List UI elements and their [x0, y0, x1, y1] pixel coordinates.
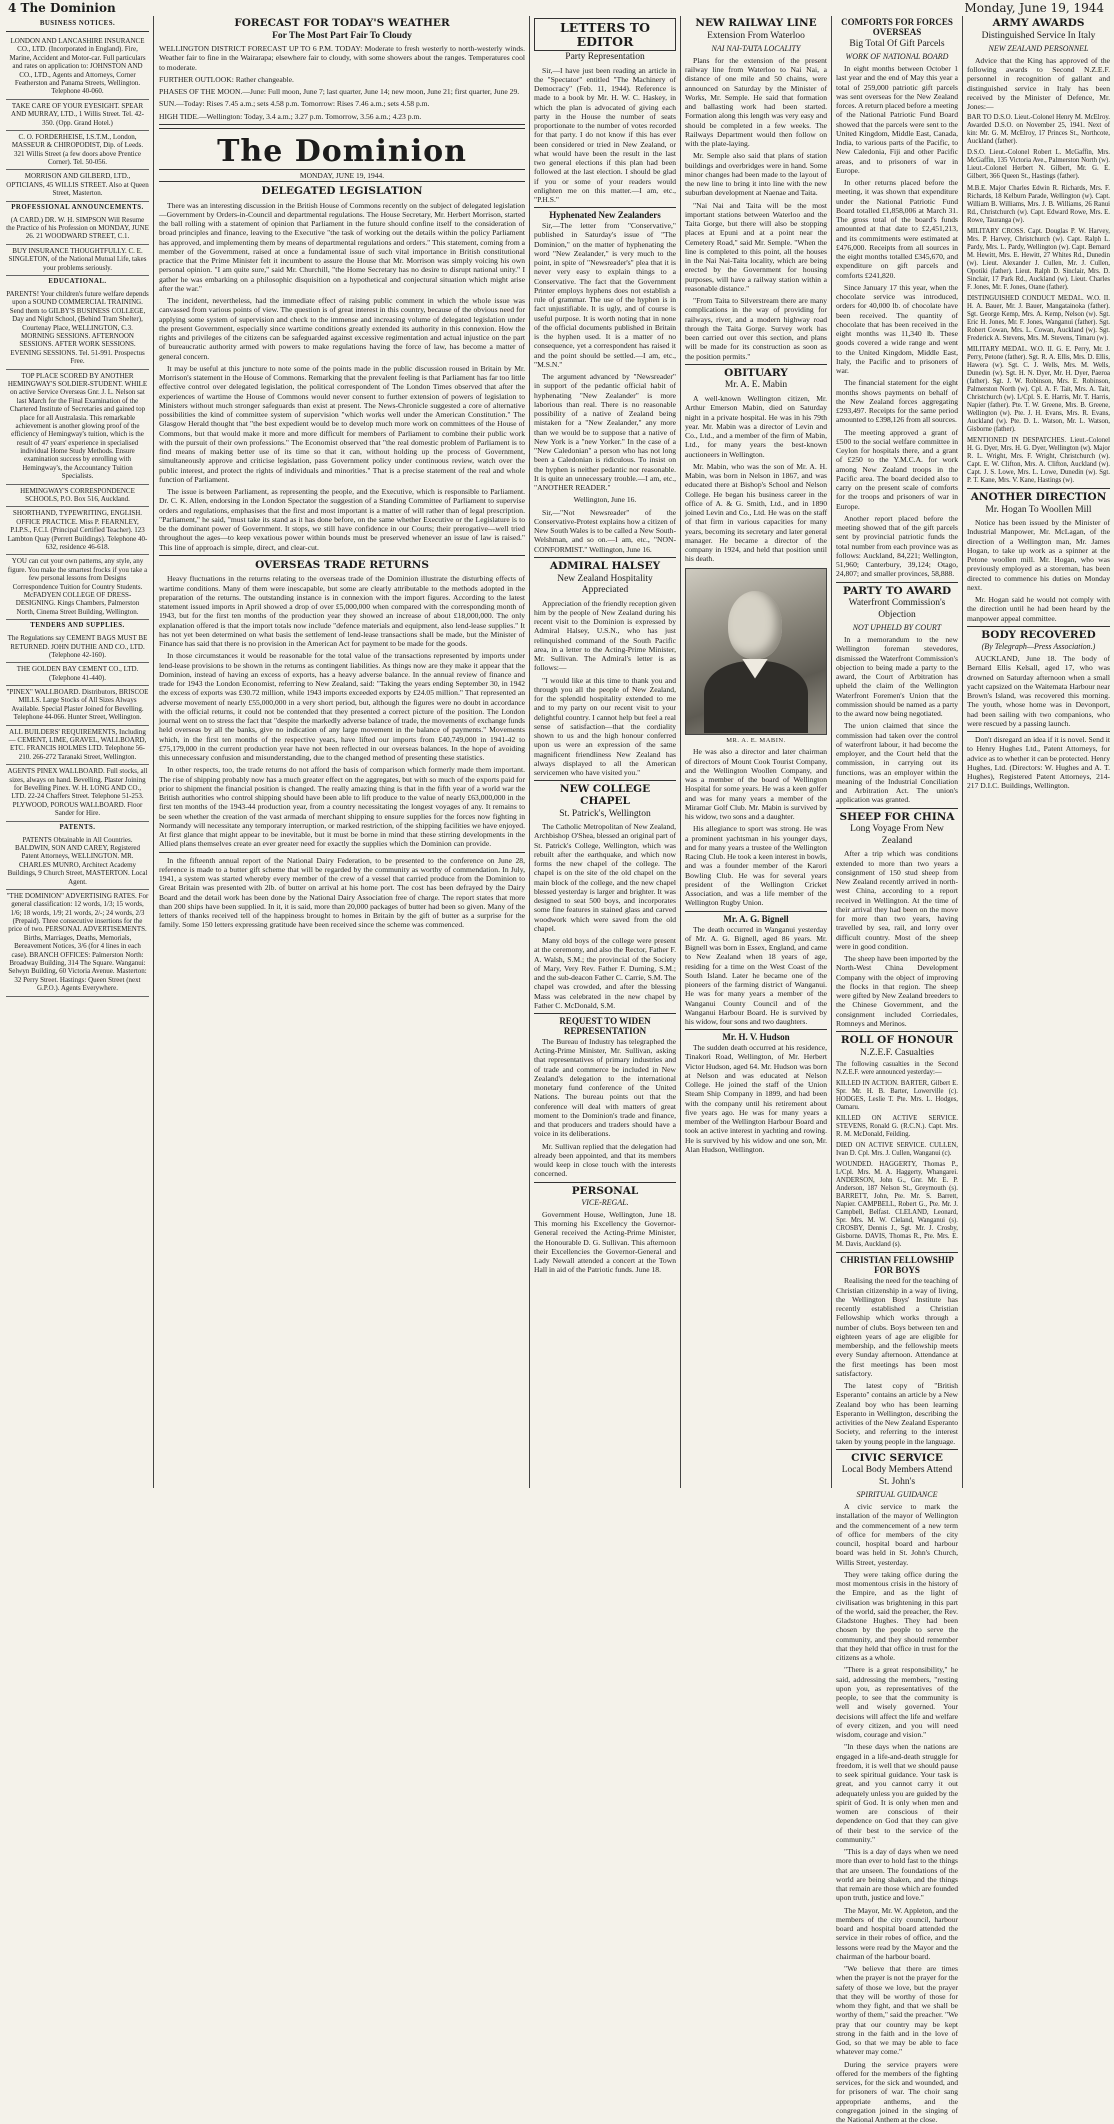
article-headline: ARMY AWARDS	[992, 17, 1085, 29]
article-headline: PARTY TO AWARD	[842, 584, 952, 597]
article-headline: SHEEP FOR CHINA	[839, 810, 955, 823]
award-list: D.S.O. Lieut.-Colonel Robert L. McGaffin, Mrs. McGaffin, 135 Victoria Ave., Palmerston North (w). Lieut.-Colonel Herbert N. Gilbert, Mr. G. E. Gilbert, 366 Queen St., Hastings (father).	[967, 149, 1110, 181]
letters-subhead: Party Representation	[565, 52, 645, 62]
article-paragraph: The Bureau of Industry has telegraphed the Acting-Prime Minister, Mr. Sullivan, asking that representatives of primary industries and of trade and commerce be included in New Zealand's delegation to the international monetary fund conference of the United Nations. The bureau points out that the conference will deal with matters of great moment to the Dominion's trade and finance, and that producers and traders should have a voice in its deliberations.	[534, 1036, 676, 1139]
article-paragraph: "I would like at this time to thank you and through you all the people of New Zealand, for the splendid hospitality extended to me and to my party on our recent visit to your delightful country. I cannot help but feel a real sense of satisfaction—that the cordiality shown to us and the high honour conferred upon us were an expression of the same magnificent friendliness New Zealand has always displayed to all the American servicemen who have visited you."	[534, 675, 676, 778]
article-paragraph: The sudden death occurred at his residence, Tinakori Road, Wellington, of Mr. Herbert Victor Hudson, aged 64. Mr. Hudson was born at Nelson and was educated at Nelson College. He joined the staff of the Union Steam Ship Company in 1899, and had been with the company until his retirement about five years ago. He was for many years a member of the Wellington Harbour Board and took an active interest in yachting and rowing. He is survived by his widow and one son, Mr. Alan Hudson, Wellington.	[685, 1043, 827, 1154]
article-paragraph: "From Taita to Silverstream there are many complications in the way of providing for railways, river, and a modern highway road through the Taita Gorge. Survey work has been carried out over this section, and plans will be made for its construction as soon as the position permits."	[685, 296, 827, 361]
article-paragraph: The latest copy of "British Esperanto" contains an article by a New Zealand boy who has been learning Esperanto in Wellington, describing the activities of the New Zealand Esperanto Society, and referring to the interest taken by young people in the language.	[836, 1381, 958, 1446]
article-paragraph: He was also a director and later chairman of directors of Mount Cook Tourist Company, and the Wellington Woollen Company, and was a member of the board of Wellington Hospital for some years. He was a keen golfer and was for many years a member of the Miramar Golf Club. Mr. Mabin is survived by his widow, two sons and a daughter.	[685, 747, 827, 822]
advertisement-text: Don't disregard an idea if it is novel. Send it to Henry Hughes Ltd., Patent Attorneys, for advice as to whether it can be protected. Henry Hughes, Ltd. (Directors: W. Hughes and A. T. Hughes), Registered Patent Attorneys, 214-217 D.I.C. Buildings, Wellington.	[967, 735, 1110, 791]
classified-ad: "PINEX" WALLBOARD. Distributors, BRISCOE MILLS. Large Stocks of All Sizes Always Available. Special Plaster Joined for Bevelling. Telephone 44-066. Hunter Street, Wellington.	[6, 686, 149, 726]
editorial-paragraph: In the fifteenth annual report of the National Dairy Federation, to be presented to the conference on June 28, reference is made to a butter gift scheme that will be regarded by the community as worthy of commendation. In July, 1941, a system was started whereby every member of the crew of a vessel that carried produce from the Dominion to Great Britain was presented with 2lb. of butter on arrival at his home port. The cost has been defrayed by the Dairy Board and the detail work has been done by the National Dairy Association free of charge. The report states that more than 200 ships have been supplied. In it, it is said, more than 20,000 packages of butter had been so given. Many of the letters of thanks received tell of the happiness brought to homes in Britain by the gift of butter as a surprise for the family. Some 150 letters expressing gratitude have been received since the scheme was commenced.	[159, 855, 525, 930]
classified-ad: PARENTS! Your children's future welfare depends upon a SOUND COMMERCIAL TRAINING. Send them to GILBY'S BUSINESS COLLEGE, Day and Night School, (Behind Tram Shelter), Courtenay Place, WELLINGTON, C.3. MORNING SESSIONS. AFTERNOON SESSIONS. AFTER WORK SESSIONS. EVENING SESSIONS. Tel. 51-991. Prospectus Free.	[6, 288, 149, 370]
classified-ad: HEMINGWAY'S CORRESPONDENCE SCHOOLS, P.O. Box 516, Auckland.	[6, 485, 149, 508]
civic-service-article	[836, 1449, 958, 2124]
award-list: BAR TO D.S.O. Lieut.-Colonel Henry M. McElroy. Awarded D.S.O. on November 25, 1941. Next of kin: Mr. G. M. McElroy, 17 Princes St., Northcote, Auckland (father).	[967, 114, 1110, 146]
editorial-paragraph: The issue is between Parliament, as representing the people, and the Executive, which is responsible to Parliament. Dr. C. K. Allen, endorsing in the London Spectator the suggestion of a Standing Committee of Parliament to supervise orders and regulations, emphasises that the first and most important is a matter of will rather than of legal prescription. "Parliament," he said, "must take its stand as it has done before, on the same whether Executive or the Legislature is to be the dominant power of Government. It stops, we still have confidence in our Courts; their prerogative—well tried throughout the ages—to keep vexatious power within bounds must be preserved whenever an issue of law is raised." This line of approach is simple, direct, and clear-cut.	[159, 487, 525, 552]
article-paragraph: A well-known Wellington citizen, Mr. Arthur Emerson Mabin, died on Saturday night in a private hospital. He was in his 79th year. Mr. Mabin was a director of Levin and Co., Ltd., and a member of the firm of Mabin, Ltd., for many years the best-known auctioneers in Wellington.	[685, 394, 827, 459]
article-paragraph: Mr. Semple also said that plans of station buildings and overbridges were in hand. Some minor changes had been made to the layout of the new line to bring it into line with the new suburban development at Naenae and Taita.	[685, 151, 827, 198]
forecast-text: HIGH TIDE.—Wellington: Today, 3.4 a.m.; 3.27 p.m. Tomorrow, 3.56 a.m.; 4.23 p.m.	[159, 111, 422, 121]
article-headline: NEW RAILWAY LINE	[695, 17, 817, 29]
article-subhead: NOT UPHELD BY COURT	[852, 623, 942, 633]
letter-signoff: Wellington, June 16.	[573, 495, 637, 505]
news-column	[685, 18, 827, 1486]
article-subhead: Mr. H. V. Hudson	[722, 1032, 790, 1043]
award-list: MILITARY CROSS. Capt. Douglas P. W. Harvey, Mrs. P. Harvey, Christchurch (w). Capt. Ralph L. Pardy, Mrs. L. Pardy, Wellington (w). Capt. Bernard M. Hewitt, Mrs. E. Hewitt, 27 Whites Rd., Dunedin (w). Lieut. Alexander J. Cullen, Mr. J. Cullen, Opotiki (father). Lieut. Ralph D. Sinclair, Mrs. D. Sinclair, 17 Park Rd., Auckland (w). Lieut. Charles F. Jones, Mr. F. Jones, Otane (father).	[967, 227, 1110, 291]
editorial-column	[159, 18, 525, 1486]
article-subhead: NAI NAI-TAITA LOCALITY	[711, 44, 801, 54]
article-paragraph: Mr. Sullivan replied that the delegation had already been appointed, and that its members would keep in close touch with the interests concerned.	[534, 1141, 676, 1179]
article-paragraph: Government House, Wellington, June 18. This morning his Excellency the Governor-General received the Acting-Prime Minister, the Honourable D. G. Sullivan. This afternoon their Excellencies the Governor-General and Lady Newall attended a concert at the Town Hall in aid of the Patriotic funds. June 18.	[534, 1209, 676, 1275]
news-column	[836, 17, 959, 2124]
forecast-text: PHASES OF THE MOON.—June: Full moon, June 7; last quarter, June 14; new moon, June 21; first quarter, June 29.	[159, 87, 520, 97]
awards-column	[967, 18, 1110, 1486]
section-heading: BUSINESS NOTICES.	[39, 20, 116, 27]
article-subhead: WORK OF NATIONAL BOARD	[845, 52, 949, 62]
classified-ad: The Regulations say CEMENT BAGS MUST BE RETURNED. JOHN DUTHIE AND CO., LTD. (Telephone 42-160).	[6, 632, 149, 663]
classified-ad: ALL BUILDERS' REQUIREMENTS, Including— CEMENT, LIME, GRAVEL, WALLBOARD, ETC. FRANCIS HOLMES LTD. Telephone 56-210. 266-272 Taranaki Street, Wellington.	[6, 726, 149, 766]
article-paragraph: Mr. Mabin, who was the son of Mr. A. H. Mabin, was born in Nelson in 1867, and was educated there at Bishop's School and Nelson College. He began his business career in the office of A. & G. Smith, Ltd., and in 1890 joined Levin and Co., Ltd. He was on the staff of that firm in various capacities for many years, becoming its secretary and later general manager. He became a director of the company in 1924, and held that position until his death.	[685, 461, 827, 564]
letter-text: Sir,—The letter from "Conservative," published in Saturday's issue of "The Dominion," on the matter of hyphenating the word "New Zealander," is very much to the point, in spite of "Newsreader's" plea that it is never very easy to explain things to a Conservative. The fact that the Government Printer employs hyphens does not establish a rule of grammar. The use of the hyphen is in fact unjustifiable. It is ugly, and of course is useful purpose. It is worth noting that in none of the official documents published in Britain is the hyphen used. It is a matter of no consequence, yet a correspondent has raised it and the point should be settled.—I am, etc., "M.S.N."	[534, 221, 676, 369]
editorial-paragraph: There was an interesting discussion in the British House of Commons recently on the subject of delegated legislation—Government by Orders-in-Council and departmental regulations. The House Secretary, Mr. Herbert Morrison, started the ball rolling with a statement of opinion that Parliament in the future should confine itself to the consideration of broad principles and finance, leaving to the Executive "the task of working out the details within the policy Parliament has approved, and implementing them by means of departmental regulations and orders." This statement, coming from a member of the Government, raised at once a fundamental issue of such vital importance in British constitutional practice that the Prime Minister felt it incumbent to assure the House that Mr. Morrison was simply voicing his own personal opinion. "I am quite sure," said Mr. Churchill, "the Home Secretary has no desire to disrupt national unity." I gather he was embarking on a philosophic disquisition on a hypothetical and conjectural situation which might arise after the war."	[159, 200, 525, 293]
page-number: 4 The Dominion	[8, 1, 116, 15]
classified-column	[6, 18, 149, 1486]
article-paragraph: After a trip which was conditions extended to more than two years a consignment of 150 stud sheep from New Zealand recently arrived in north-west China, according to a report received in Wellington. At the time of their arrival they had been on the move for more than two years, having travelled by sea, rail, and lorry over difficult country. Most of the sheep were in good condition.	[836, 849, 958, 951]
article-subhead: SPIRITUAL GUIDANCE	[856, 1490, 938, 1500]
article-paragraph: Mr. Hogan said he would not comply with the direction until he had been heard by the manpower appeal committee.	[967, 595, 1110, 623]
article-headline: ANOTHER DIRECTION	[970, 491, 1107, 504]
article-paragraph: "This is a day of days when we need more than ever to hold fast to the things that are unseen. The foundations of the world are being shaken, and the things that remain are those which are founded upon truth, justice and love."	[836, 1847, 958, 1903]
article-paragraph: The Catholic Metropolitan of New Zealand, Archbishop O'Shea, blessed an original part of St. Patrick's College, Wellington, which was rebuilt after the earthquake, and which now forms the new chapel of the college. The chapel is on the site of the old chapel on the main block of the college, and the new chapel blessed yesterday is larger and brighter. It was designed to seat 500 boys, and incorporates some fine features in stained glass and carved woodwork which were saved from the old chapel.	[534, 822, 676, 933]
classified-ad: (A CARD.) DR. W. H. SIMPSON Will Resume the Practice of his Profession on MONDAY, JUNE 26. 21 WOODWARD STREET, C.1.	[6, 214, 149, 245]
classified-ad: MORRISON AND GILBERD, LTD., OPTICIANS, 45 WILLIS STREET. Also at Queen Street, Masterton.	[6, 170, 149, 201]
weather-forecast	[159, 18, 525, 121]
article-headline: ADMIRAL HALSEY	[549, 559, 661, 572]
classified-ad: SHORTHAND, TYPEWRITING, ENGLISH. OFFICE PRACTICE. Miss P. FEARNLEY, P.I.P.S., F.C.I. (Principal Certified Teacher). 123 Lambton Quay (Perrett Buildings). Telephone 40-632, residence 46-618.	[6, 507, 149, 555]
editorial-paragraph: The incident, nevertheless, had the immediate effect of raising public comment in which the whole issue was canvassed from various points of view. The question is of great interest in this country, because of the obvious need for applying some system of supervision and check to the immense and increasing volume of delegated legislation under the present Government, especially since wartime conditions greatly extended its authority in this connexion. How the rights and privileges of the citizens can be safeguarded against excessive regimentation and actual injustice on the part of bureaucratic authority armed with powers to make regulations having the force of law, has become a matter of general concern.	[159, 296, 525, 361]
casualty-list: WOUNDED. HAGGERTY, Thomas P., L/Cpl. Mrs. M. A. Haggerty, Whangarei. ANDERSON, John G., Gnr. Mr. E. P. Anderson, 187 Nelson St., Greymouth (s). BARRETT, John, Pte. Mr. S. Barrett, Napier. CAMPBELL, Robert G., Pte. Mr. J. Campbell, Belfast. CLELAND, Leonard, Spr. Mrs. M. W. Cleland, Wanganui (s). CROSBY, Dennis J., Sgt. Mr. J. Crosby, Gisborne. DAVIS, Thomas R., Pte. Mrs. E. M. Davis, Auckland (s).	[836, 1161, 958, 1249]
forecast-text: WELLINGTON DISTRICT FORECAST UP TO 6 P.M. TODAY: Moderate to fresh westerly to north-westerly winds. Weather fair to fine in the Wairarapa; elsewhere fair to cloudy, with some showers about the ranges. Temperatures cool to moderate.	[159, 44, 525, 72]
award-list: MENTIONED IN DESPATCHES. Lieut.-Colonel H. G. Dyer, Mrs. H. G. Dyer, Wellington (w). Major R. L. Wright, Mrs. F. Wright, Christchurch (w). Capt. E. W. Clifton, Mrs. A. Clifton, Auckland (w). Capt. J. S. Lowe, Mrs. L. Lowe, Dunedin (w). Sgt. P. T. Kane, Mrs. V. Kane, Hastings (w).	[967, 436, 1110, 485]
article-headline: REQUEST TO WIDEN REPRESENTATION	[559, 1016, 651, 1036]
portrait-photo	[685, 568, 827, 735]
classified-ad: THE GOLDEN BAY CEMENT CO., LTD. (Telephone 41-440).	[6, 663, 149, 686]
newspaper-nameplate: The Dominion	[217, 133, 467, 169]
classified-ad: BUY INSURANCE THOUGHTFULLY. C. E. SINGLETON, of the National Mutual Life, takes your problems seriously.	[6, 245, 149, 276]
article-subhead: Big Total Of Gift Parcels	[849, 38, 945, 49]
article-paragraph: Since January 17 this year, when the chocolate service was introduced, orders for 40,000 lb. of chocolate have been received. The quantity of chocolate that has been received in the eight months was 11,340 lb. These goods covered a wide range and went to the United Kingdom, Middle East, Italy, the Pacific and to prisoners of war.	[836, 282, 958, 376]
section-heading: PROFESSIONAL ANNOUNCEMENTS.	[11, 203, 144, 211]
classified-ad: PATENTS Obtainable in All Countries. BALDWIN, SON AND CAREY, Registered Patent Attorneys, WELLINGTON. MR. CHARLES MUNRO, Architect Academy Buildings, 9 Church Street, MASTERTON. Local Agent.	[6, 834, 149, 890]
column-rule	[153, 16, 154, 1488]
editorial-paragraph: It may be useful at this juncture to note some of the points made in the public discussion roused in Britain by Mr. Morrison's statement in the House of Commons. Remarking that the prevalent feeling is that Parliament has far too little effective control over delegated legislation, the political correspondent of The London Times observed that after the experiences of wartime the House of Commons would never consent to further extension of powers of legislation to Ministers without much stronger safeguards than exist at present. The News-Chronicle suggested a core of alternative possibilities the kind of committee system of supervision "which works well under the American Constitution." The Glasgow Herald thought that "the best expedient would be to develop much more work on committees of the House of Commons, but that would make it more and more difficult for members of Parliament to combine their public work with the pursuit of their own professions." The Economist observed that "the real domestic problem of Parliament is to find means of making better use of its time so that it can, without holding up the process of Government, simultaneously approve and criticise legislation, pass Government policy under continuous review, watch over the public interest, and protect the rights of individuals and minorities." That is a precise statement of the real and whole function of Parliament.	[159, 363, 525, 484]
article-headline: CIVIC SERVICE	[851, 1451, 943, 1464]
classified-ad: TOP PLACE SCORED BY ANOTHER HEMINGWAY'S SOLDIER-STUDENT. WHILE on active Service Overseas Gnr. J. L. Nelson sat last March for the Final Examination of the Chartered Institute of Secretaries and gained top place for all Australasia. This remarkable achievement is another glowing proof of the efficiency of Hemingway's tuition, which is the result of 47 years' experience in specialised individual Home Study Methods. Ensure examination success by enrolling with Hemingway's, the Accountancy Tuition Specialists.	[6, 370, 149, 485]
award-list: DISTINGUISHED CONDUCT MEDAL. W.O. II. H. A. Bauer, Mr. J. Bauer, Mangatainoka (father). Sgt. George Kemp, Mrs. A. Kemp, Nelson (w). Sgt. Eric H. Jones, Mr. F. Jones, Wanganui (father). Sgt. Robert Cowan, Mrs. L. Cowan, Auckland (w). Sgt. Frederick A. Stevens, Mrs. M. Stevens, Timaru (w).	[967, 294, 1110, 342]
letter-headline: Hyphenated New Zealanders	[549, 210, 661, 221]
section-heading: PATENTS.	[59, 823, 96, 831]
editorial-headline: DELEGATED LEGISLATION	[261, 185, 423, 198]
forecast-text: FURTHER OUTLOOK: Rather changeable.	[159, 74, 294, 84]
article-paragraph: The sheep have been imported by the North-West China Development Company with the object of improving the flocks in that region. The sheep were gifted by New Zealand breeders to the Chinese Government, and the consignment included Corriedales, Romneys and Merinos.	[836, 954, 958, 1028]
article-paragraph: Appreciation of the friendly reception given him by the people of New Zealand during his recent visit to the Dominion is expressed by Admiral Halsey, U.S.N., who has just relinquished command of the South Pacific area, in a letter to the Acting-Prime Minister, Mr. Sullivan. The Admiral's letter is as follows:—	[534, 598, 676, 673]
column-rule	[831, 16, 832, 1488]
letter-text: Sir,—I have just been reading an article in the "Spectator" entitled "The Machinery of Democracy" (Feb. 11, 1944). Reference is made to a book by Mr. H. W. C. Haskey, in which the plan is advocated of giving each party in the House the number of seats proportionate to the number of votes recorded for that party. I do not know if this has ever been considered or tried in New Zealand, or what would have been the result in the last two general elections if this plan had been followed at the last election. I should be glad if you or some of your readers would enlighten me on this matter.—I am, etc., "P.H.S."	[534, 65, 676, 205]
page-date: Monday, June 19, 1944	[964, 1, 1104, 15]
article-paragraph: Another report placed before the meeting showed that of the gift parcels sent by provincial patriotic funds the total number from each province was as follows: Auckland, 84,221; Wellington, 51,960; Canterbury, 39,124; Otago, 24,807; and smaller provinces, 58,888.	[836, 513, 958, 579]
casualty-list: The following casualties in the Second N.Z.E.F. were announced yesterday:—	[836, 1061, 958, 1077]
article-headline: COMFORTS FOR FORCES OVERSEAS	[841, 17, 953, 37]
article-paragraph: AUCKLAND, June 18. The body of Bernard Ellis Kelsall, aged 17, who was drowned on Saturday afternoon when a small yacht capsized on the Waitemata Harbour near Brown's Island, was recovered this morning. The youth, whose home was in Devonport, had been sailing with two companions, who were rescued by a passing launch.	[967, 654, 1110, 728]
section-heading: TENDERS AND SUPPLIES.	[30, 622, 125, 630]
article-subhead: Mr. Hogan To Woollen Mill	[985, 504, 1092, 515]
article-paragraph: "There is a great responsibility," he said, addressing the members, "resting upon you, as representatives of the people, to see that the community is well and wisely governed. Your decisions will affect the life and welfare of every citizen, and you will need wisdom, courage and vision."	[836, 1665, 958, 1740]
article-subhead: VICE-REGAL.	[581, 1198, 629, 1208]
award-list: M.B.E. Major Charles Edwin R. Richards, Mrs. F. Richards, 18 Kelburn Parade, Wellington (w). Capt. William B. Williams, Mrs. J. B. Williams, 26 Ranui Rd., Christchurch (w). Capt. Edward Rowe, Mrs. E. Rowe, Tauranga (w).	[967, 184, 1110, 224]
editorial-paragraph: Heavy fluctuations in the returns relating to the overseas trade of the Dominion illustrate the disturbing effects of wartime conditions. Many of them were inescapable, but some are clearly attributable to the methods adopted in the preparation of the returns. The outstanding instance is in connexion with the import figures. According to the latest statement issued imports in April showed a drop of over £5,000,000 when compared with the corresponding month of 1943, but for the first ten months of the production year they showed an increase of about £18,000,000. The only explanation offered is that the import totals now include "defence materials and equipment, also lend-lease supplies." It has not yet been determined on what basis the settlement of lend-lease transactions shall be made, but the Minister of Finance has said that there is no provision in the American Act for payment to be made for the goods.	[159, 574, 525, 649]
article-headline: CHRISTIAN FELLOWSHIP FOR BOYS	[840, 1255, 954, 1276]
forecast-subtitle: For The Most Part Fair To Cloudy	[272, 30, 412, 41]
article-paragraph: Plans for the extension of the present railway line from Waterloo to Nai Nai, a distance of one mile and 50 chains, were announced on Saturday by the Minister of Works, Mr. Semple. He said that formation and ballasting work had been started. Formation along this length was very easy and should be completed in a few weeks. The Railways Department would then follow on with the plate-laying.	[685, 55, 827, 149]
article-headline: BODY RECOVERED	[981, 628, 1096, 641]
casualty-list: DIED ON ACTIVE SERVICE. CULLEN, Ivan D. Cpl. Mrs. J. Cullen, Wanganui (c).	[836, 1142, 958, 1158]
column-rule	[962, 16, 963, 1488]
forecast-title: FORECAST FOR TODAY'S WEATHER	[234, 17, 450, 29]
article-paragraph: In eight months between October 1 last year and the end of May this year a total of 259,000 patriotic gift parcels was sent overseas for the New Zealand forces. A return placed before a meeting of the National Patriotic Fund Board showed that the parcels were sent to the United Kingdom, Middle East, Canada, India, to various parts of the Pacific, to New Caledonia, Fiji and other Pacific areas, and to prisoners of war in Europe.	[836, 64, 958, 175]
article-subhead: Extension From Waterloo	[707, 30, 805, 41]
classified-ad: TAKE CARE OF YOUR EYESIGHT. SPEAR AND MURRAY, LTD., 1 Willis Street. Tel. 42-350. (Opp. Grand Hotel.)	[6, 100, 149, 131]
article-headline: NEW COLLEGE CHAPEL	[559, 783, 651, 807]
article-subhead: Mr. A. E. Mabin	[724, 380, 788, 391]
article-subhead: Long Voyage From New Zealand	[850, 824, 944, 846]
article-paragraph: "We believe that there are times when the prayer is not the prayer for the safety of those we love, but the prayer that they will be worthy of those for whom they fight, and that we shall be worthy of them," said the preacher. "We pray that our country may be kept strong in the faith and in the love of God, so that we may be able to face whatever may come."	[836, 1964, 958, 2057]
article-subhead: Waterfront Commission's Objection	[848, 598, 946, 620]
photo-caption: MR. A. E. MABIN.	[726, 736, 786, 744]
classified-ad: LONDON AND LANCASHIRE INSURANCE CO., LTD. (Incorporated in England). Fire, Marine, Accident and Motor-car. Full particulars and rates on application to: JOHNSTON AND CO., LTD., Agents and Attorneys, Corner Featherston and Panama Streets, Wellington. Telephone 40-060.	[6, 35, 149, 100]
article-paragraph: Notice has been issued by the Minister of Industrial Manpower, Mr. McLagan, of the direction of a Wellington man, Mr. James Hogan, to take up work as a spinner at the Petone woollen mill. Mr. Hogan, who was previously employed as a storeman, has been directed to commence his duties on Monday next.	[967, 518, 1110, 592]
article-subhead: Mr. A. G. Bignell	[723, 913, 789, 924]
article-paragraph: In a memorandum to the new Wellington foreman stevedores, dismissed the Waterfront Commission's objection to being made a party to the award, the Court of Arbitration has upheld the claim of the Wellington Waterfront Foremen's Union that the commission should be named as a party to the award now being negotiated.	[836, 635, 958, 719]
issue-dateline: MONDAY, JUNE 19, 1944.	[159, 169, 525, 182]
column-rule	[529, 16, 530, 1488]
article-headline: PERSONAL	[571, 1184, 639, 1197]
article-subhead: Local Body Members Attend St. John's	[841, 1465, 953, 1487]
casualty-list: KILLED ON ACTIVE SERVICE. STEVENS, Ronald G. (R.C.N.). Capt. Mrs. R. M. McDonald, Feilding.	[836, 1115, 958, 1139]
article-subhead: St. Patrick's, Wellington	[559, 808, 651, 819]
article-subhead: Distinguished Service In Italy	[981, 30, 1096, 41]
article-paragraph: The death occurred in Wanganui yesterday of Mr. A. G. Bignell, aged 86 years. Mr. Bignell was born in Essex, England, and came to New Zealand when 18 years of age, residing for a time on the West Coast of the South Island. Later he became one of the pioneers of the farming district of Wanganui. He was for many years a member of the Wanganui County Council and of the Wanganui Harbour Board. He is survived by his widow, four sons and two daughters.	[685, 924, 827, 1027]
classified-ad: AGENTS PINEX WALLBOARD. Full stocks, all sizes, always on hand. Bevelling. Plaster Joining for Bevelling Pinex. W. H. LONG AND CO., LTD. 22-24 Chaffers Street. Telephone 51-253. PLYWOOD, POROUS WALLBOARD. Floor Sander for Hire.	[6, 765, 149, 821]
article-paragraph: The meeting approved a grant of £500 to the social welfare committee in Ceylon for hospitals there, and a grant of £250 to the Y.M.C.A. for work among New Zealand troops in the Pacific area. The board decided also to carry on the present scale of comforts for the troops and prisoners of war in Europe.	[836, 427, 958, 511]
article-paragraph: Many old boys of the college were present at the ceremony, and also the Rector, Father F. A. Walsh, S.M.; the provincial of the Society of Mary, Very Rev. Father F. Durning, S.M.; and the sub-deacon Father C. Carrie, S.M. The chapel was crowded, and after the blessing Mass was celebrated in the new chapel by Father C. McDonald, S.M.	[534, 936, 676, 1010]
article-paragraph: "Nai Nai and Taita will be the most important stations between Waterloo and the Taita Gorge, but there will also be stopping places at Epuni and at a point near the Cemetery Road," said Mr. Semple. "When the line is completed to this point, all the houses in the Nai Nai-Taita locality, which are being erected by the Government for housing purposes, will have a railway station within a reasonable distance."	[685, 200, 827, 293]
column-rule	[680, 16, 681, 1488]
article-subhead: (By Telegraph—Press Association.)	[981, 642, 1096, 652]
article-headline: ROLL OF HONOUR	[840, 1034, 954, 1047]
forecast-text: SUN.—Today: Rises 7.45 a.m.; sets 4.58 p.m. Tomorrow: Rises 7.46 a.m.; sets 4.58 p.m.	[159, 99, 430, 109]
editorial-headline: OVERSEAS TRADE RETURNS	[255, 558, 429, 571]
article-paragraph: During the service prayers were offered for the members of the fighting services, for the sick and wounded, and for prisoners of war. The choir sang appropriate anthems, and the congregation joined in the singing of the National Anthem at the close.	[836, 2059, 958, 2124]
article-subhead: NEW ZEALAND PERSONNEL	[988, 44, 1089, 54]
editorial-paragraph: In other respects, too, the trade returns do not afford the basis of comparison which formerly made them important. The rise of shipping probably now has a much greater effect on the aggregates, but with so much of the exports paid for prior to shipment the financial position is changed. The really amazing thing is that in the fifth year of a world war the British authorities who control shipping should have been able to lift produce to the value of nearly £63,000,000 in the first ten months of the 1943-44 production year, from a country necessitating the longest voyages of any. It remains to be seen whether the creation of the vast armada of merchant shipping to ensure supplies for the forces now fighting in Normandy will necessitate any temporary interruption, or marked restriction, of the shipping facilities we have enjoyed. At first glance that might appear to be inevitable, but it must be borne in mind that these stirring developments in the Allied plans themselves create an ever greater need for exactly the supplies which the Dominion can provide.	[159, 765, 525, 849]
page-header	[0, 0, 1114, 16]
article-paragraph: They were taking office during the most momentous crisis in the history of the Empire, and as the light of civilisation was brightening in this part of the world, said the preacher, the Rev. Gladstone Hughes. They had been chosen by the people to serve the community, and they should remember that they held that office in trust for the citizens as a whole.	[836, 1569, 958, 1663]
classified-ad: C. O. FORDERHEISE, I.S.T.M., London, MASSEUR & CHIROPODIST, Dip. of Leeds. 321 Willis Street (a few doors above Prentice Corner). Tel. 50-056.	[6, 131, 149, 171]
article-paragraph: Realising the need for the teaching of Christian citizenship in a way of living, the Wellington Boys' Institute has recently established a Christian Fellowship which works through a number of clubs. Boys between ten and eighteen years of age are eligible for membership, and the fellowship meets every Sunday afternoon. Attendance at the first meetings has been most satisfactory.	[836, 1276, 958, 1378]
article-subhead: New Zealand Hospitality Appreciated	[557, 573, 653, 596]
letters-headline: LETTERS TO EDITOR	[534, 18, 676, 51]
article-paragraph: The financial statement for the eight months shows payments on behalf of the New Zealand forces aggregating £293,497. Receipts for the same period amounted to £398,126 from all sources.	[836, 378, 958, 425]
article-paragraph: The union claimed that since the commission had taken over the control of waterfront labour, it had become the employer, and the Court held that the commission, in carrying out its functions, was an employer within the meaning of the Industrial Conciliation and Arbitration Act. The union's application was granted.	[836, 721, 958, 805]
article-paragraph: A civic service to mark the installation of the mayor of Wellington and the commencement of a new term of office for members of the city council, hospital board and harbour board was held in St. John's Church, Willis Street, yesterday.	[836, 1502, 958, 1567]
casualty-list: KILLED IN ACTION. BARTER, Gilbert E. Spr. Mr. H. B. Barter, Lowerville (c). HODGES, Leslie T. Pte. Mrs. L. Hodges, Oamaru.	[836, 1080, 958, 1112]
article-paragraph: In other returns placed before the meeting, it was shown that expenditure under the National Patriotic Fund Board totalled £1,858,006 at March 31. The gross total of the board's funds amounted at that date to £2,451,213, and its commitments were estimated at £476,000. Receipts from all sources in the eight months totalled £345,670, and expenditure on gift parcels and comforts £241,820.	[836, 178, 958, 280]
letter-text: The argument advanced by "Newsreader" in support of the pedantic official habit of hyphenating "New Zealander" is more laborious than real. There is no reasonable possibility of a native of Zealand being mistaken for a "New Zealander," any more than we would be to suppose that a native of New York is a "new Yorker." In the case of a "New Caledonian" a person who has not long been a Caledonian is ridiculous. To insist on the hyphen is neither pedantic nor reasonable. It is quite an unnecessary trouble.—I am, etc., "ANOTHER READER."	[534, 372, 676, 493]
article-paragraph: The Mayor, Mr. W. Appleton, and the members of the city council, harbour board and hospital board attended the service in their robes of office, and the lessons were read by the Mayor and the chairman of the harbour board.	[836, 1905, 959, 1961]
letter-text: Sir,—"Not Newsreader" of the Conservative-Protest explains how a citizen of New South Wales is to be called a New South-Welshman, and so on.—I am, etc., "NON-CONFORMIST." Wellington, June 16.	[534, 507, 676, 554]
letters-column	[534, 18, 676, 1486]
article-paragraph: Advice that the King has approved of the following awards to Second N.Z.E.F. personnel in recognition of gallant and distinguished service in Italy has been received by the Minister of Defence, Mr. Jones:—	[967, 55, 1110, 112]
article-paragraph: His allegiance to sport was strong. He was a prominent yachtsman in his younger days, and for many years a trustee of the Wellington Racing Club. He took a keen interest in bowls, and was a founder member of the Karori Bowling Club. He was for several years president of the Wellington Cricket Association, and was a life member of the Wellington Rugby Union.	[685, 824, 827, 908]
section-heading: EDUCATIONAL.	[48, 278, 107, 286]
classified-ad: "THE DOMINION" ADVERTISING RATES. For general classification: 12 words, 1/3; 15 words, 1/6; 18 words, 1/9; 21 words, 2/-; 24 words, 2/3 (Prepaid). Three consecutive insertions for the price of two. PERSONAL ADVERTISEMENTS. Births, Marriages, Deaths, Memorials, Bereavement Notices, 3/6 (for 4 lines in each case). BRANCH OFFICES: Palmerston North: Broadway Building, 314 The Square. Wanganui: Selwyn Building, 60 Victoria Avenue. Masterton: 32 Perry Street. Hastings: Queen Street (next G.P.O.). Agents Everywhere.	[6, 890, 149, 997]
editorial-paragraph: In those circumstances it would be reasonable for the total value of the transactions represented by imports under lend-lease provisions to be shown in the returns as contingent liabilities. As things now are they make it appear that the Dominion, instead of having an excess of exports, has a heavy adverse balance. In the annual review of finance and trade for 1943 the London Economist, referring to New Zealand, said: "Taking the years ending September 30, in 1942 the excess of exports was £30.72 million, while 1943 imports exceeded exports by £24.05 million." That represented an adverse movement of nearly £55,000,000 in a very short period, but, although the figures were no doubt in accordance with the official returns, it could not be contended that they presented a correct picture of the position. The London journal went on to stress the fact that "despite the markedly adverse balance of trade, the movements of exchange funds held overseas by all the banks, give no indication of any large movement in the balance of payments." Movements which, in the first ten months of the respective years, have lifted our imports from £40,749,000 in 1941-42 to £75,179,000 in the current production year have not been reflected in our overseas balances. In the hope of avoiding this unnecessary confusion and misunderstanding, due to the changed method of presenting these statistics.	[159, 651, 525, 763]
article-paragraph: "In these days when the nations are engaged in a life-and-death struggle for freedom, it is well that we should pause to seek spiritual guidance. Your task is great, and you cannot carry it out adequately unless you are guided by the spirit of God. It is only when men and women are conscious of their dependence on God that they can give of their best to the service of the community."	[836, 1742, 958, 1844]
award-list: MILITARY MEDAL. W.O. II. G. E. Perry, Mr. J. Perry, Petone (father). Sgt. R. A. Ellis, Mrs. D. Ellis, Hawera (w). Sgt. C. J. Wells, Mrs. M. Wells, Dunedin (w). Sgt. H. N. Dyer, Mr. H. Dyer, Paeroa (father). Sgt. J. W. Robinson, Mrs. E. Robinson, Palmerston North (w). Cpl. A. F. Tait, Mrs. A. Tait, Christchurch (w). L/Cpl. S. E. Harris, Mr. T. Harris, Napier (father). Pte. T. W. Greene, Mrs. B. Greene, Wellington (w). Pte. J. H. Evans, Mrs. R. Evans, Auckland (w). Pte. D. L. Watson, Mr. L. Watson, Gisborne (father).	[967, 345, 1110, 433]
classified-ad: YOU can cut your own patterns, any style, any figure. You make the smartest frocks if you take a few personal lessons from Designs Correspondence Tuition for Country Students. McFADYEN COLLEGE OF DRESS-DESIGNING. Kings Chambers, Palmerston North, Cinema Street Building, Wellington.	[6, 555, 149, 620]
article-subhead: N.Z.E.F. Casualties	[860, 1047, 934, 1058]
article-headline: OBITUARY	[724, 366, 788, 379]
